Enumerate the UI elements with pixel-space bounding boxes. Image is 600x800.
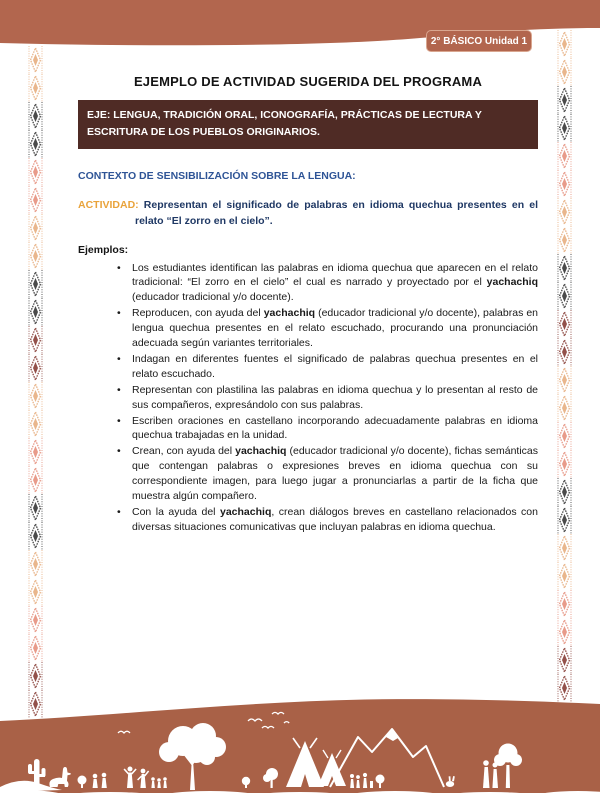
list-item: • Los estudiantes identifican las palabras en idioma quechua que aparecen en el relato tradicional: “El zorro en el cielo” el cual es narrado y proyectado por el yachachiq (educador tradicional y/o docente). bbox=[115, 261, 538, 306]
activity-text: Representan el significado de palabras en idioma quechua presentes en el relato “El zorro en el cielo”. bbox=[135, 199, 538, 227]
list-item: • Indagan en diferentes fuentes el significado de palabras quechua presentes en el relato escuchado. bbox=[115, 352, 538, 382]
unit-badge-label: 2° BÁSICO Unidad 1 bbox=[430, 35, 528, 47]
examples-label: Ejemplos: bbox=[78, 243, 129, 256]
eje-banner bbox=[78, 100, 538, 149]
textile-border-left bbox=[28, 46, 43, 718]
examples-list bbox=[78, 261, 538, 535]
list-item: • Con la ayuda del yachachiq, crean diálogos breves en castellano relacionados con diversas situaciones comunicativas que incluyan palabras en idioma quechua. bbox=[115, 505, 538, 535]
unit-badge bbox=[426, 30, 532, 52]
page-title: EJEMPLO DE ACTIVIDAD SUGERIDA DEL PROGRAMA bbox=[133, 74, 483, 89]
activity-label: ACTIVIDAD: bbox=[78, 199, 139, 211]
landscape-illustration bbox=[0, 695, 600, 800]
activity-paragraph bbox=[78, 198, 538, 230]
list-item: • Escriben oraciones en castellano incorporando adecuadamente palabras en idioma quechua trabajadas en la unidad. bbox=[115, 414, 538, 444]
textile-border-right bbox=[557, 30, 572, 702]
content-area bbox=[78, 74, 538, 536]
list-item: • Crean, con ayuda del yachachiq (educador tradicional y/o docente), fichas semánticas que contengan palabras o expresiones breves en idioma quechua con su correspondiente imagen, para luego jugar a pronunciarlas a partir de la ficha que muestra algún compañero. bbox=[115, 444, 538, 504]
eje-banner-text: EJE: LENGUA, TRADICIÓN ORAL, ICONOGRAFÍA, PRÁCTICAS DE LECTURA Y ESCRITURA DE LOS PUEBLOS ORIGINARIOS. bbox=[87, 109, 482, 138]
list-item: • Representan con plastilina las palabras en idioma quechua y lo presentan al resto de sus compañeros, expresándolo con sus palabras. bbox=[115, 383, 538, 413]
list-item: • Reproducen, con ayuda del yachachiq (educador tradicional y/o docente), palabras en lengua quechua presentes en el relato escuchado, procurando una pronunciación adecuada según variantes territoriales. bbox=[115, 306, 538, 351]
context-heading: CONTEXTO DE SENSIBILIZACIÓN SOBRE LA LENGUA: bbox=[78, 170, 356, 182]
